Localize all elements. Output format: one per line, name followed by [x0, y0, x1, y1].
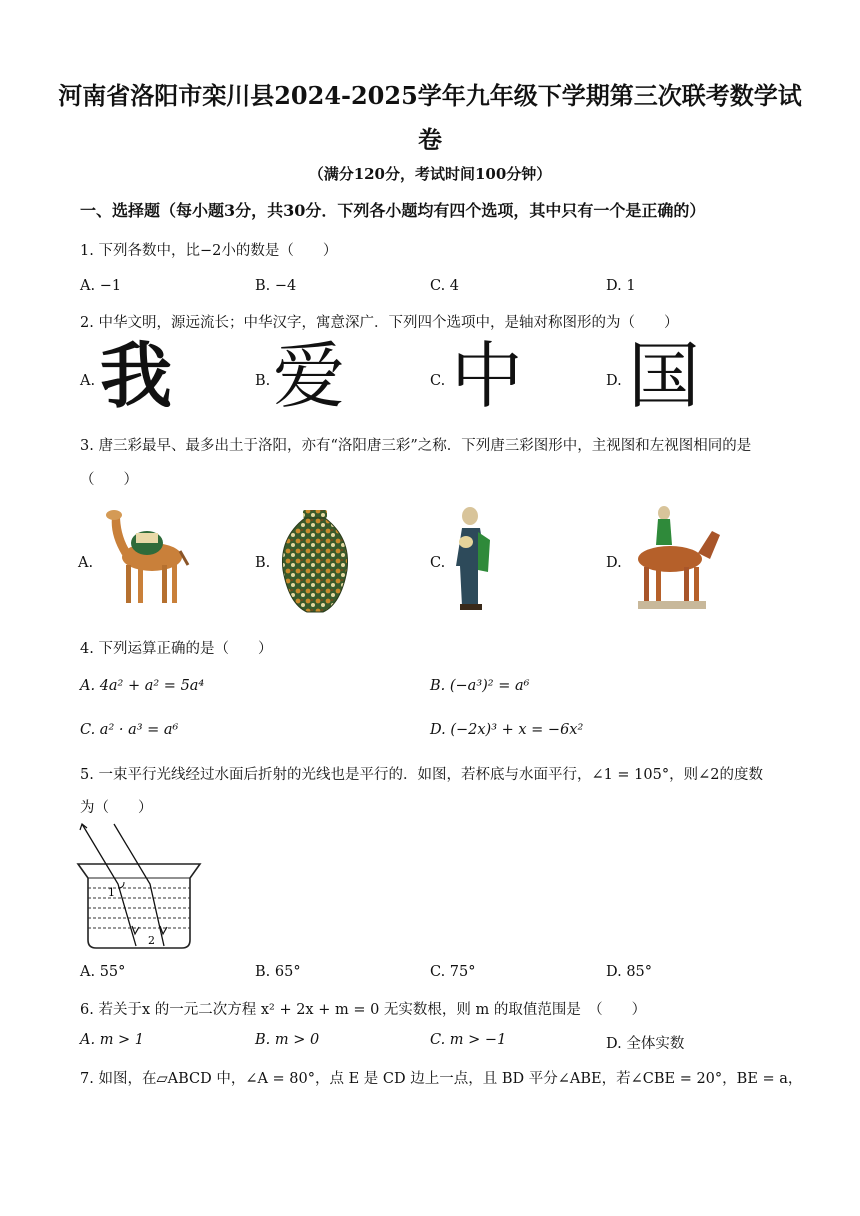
camel-figure-icon [92, 505, 202, 613]
character-ai-image: 爱 [273, 334, 346, 418]
question-2-option-d: D. [606, 373, 622, 389]
question-5-option-c: C. 75° [430, 964, 476, 980]
question-4-option-b: B. (−a³)² = a⁶ [430, 678, 530, 694]
question-2-option-a: A. [80, 373, 96, 389]
character-wo-image: 我 [100, 333, 173, 418]
question-4-option-c: C. a² · a³ = a⁶ [80, 722, 179, 738]
vase-icon [275, 508, 355, 614]
question-6-option-c: C. m > −1 [430, 1032, 507, 1048]
question-3-option-d: D. [606, 555, 622, 571]
question-2-option-b: B. [255, 373, 271, 389]
figurine-icon [448, 506, 498, 614]
refraction-diagram [74, 822, 204, 952]
question-2-stem: 2. 中华文明，源远流长；中华汉字，寓意深广．下列四个选项中，是轴对称图形的为（ ） [80, 315, 679, 331]
question-3-option-a: A. [78, 555, 94, 571]
section-heading: 一、选择题（每小题3分，共30分．下列各小题均有四个选项，其中只有一个是正确的） [80, 201, 706, 220]
question-6-stem: 6. 若关于x 的一元二次方程 x² + 2x + m = 0 无实数根，则 m 的取值范围是 （ ） [80, 1002, 647, 1018]
page-title: 河南省洛阳市栾川县2024-2025学年九年级下学期第三次联考数学试 [58, 81, 802, 110]
question-5-option-a: A. 55° [80, 964, 126, 980]
question-6-option-b: B. m > 0 [255, 1032, 320, 1048]
question-4-stem: 4. 下列运算正确的是（ ） [80, 641, 273, 657]
question-5-stem: 5. 一束平行光线经过水面后折射的光线也是平行的．如图，若杯底与水面平行，∠1 = 105°，则∠2的度数 [80, 767, 763, 783]
exam-info: （满分120分，考试时间100分钟） [308, 165, 552, 183]
question-3-stem: 3. 唐三彩最早、最多出土于洛阳，亦有“洛阳唐三彩”之称．下列唐三彩图形中，主视图和左视图相同的是 [80, 438, 752, 454]
question-6-option-d: D. 全体实数 [606, 1036, 685, 1052]
question-3-option-c: C. [430, 555, 446, 571]
question-6-option-a: A. m > 1 [80, 1032, 145, 1048]
question-3-option-b: B. [255, 555, 271, 571]
horse-rider-icon [626, 505, 722, 613]
question-1-option-b: B. −4 [255, 278, 297, 294]
angle-1-label: 1 [108, 886, 115, 899]
question-5-option-d: D. 85° [606, 964, 653, 980]
question-1-option-a: A. −1 [80, 278, 122, 294]
question-2-option-c: C. [430, 373, 446, 389]
question-4-option-d: D. (−2x)³ + x = −6x² [430, 722, 584, 738]
page-title-continued: 卷 [418, 125, 442, 154]
question-7-stem: 7. 如图，在▱ABCD 中，∠A = 80°，点 E 是 CD 边上一点，且 BD 平分∠ABE，若∠CBE = 20°，BE = a， [80, 1071, 803, 1087]
character-zhong-image: 中 [451, 334, 524, 418]
character-guo-image: 国 [628, 334, 701, 418]
angle-2-label: 2 [148, 934, 155, 947]
question-1-stem: 1. 下列各数中，比−2小的数是（ ） [80, 243, 338, 259]
question-1-option-c: C. 4 [430, 278, 460, 294]
question-5-option-b: B. 65° [255, 964, 301, 980]
question-1-option-d: D. 1 [606, 278, 636, 294]
question-5-stem-continued: 为（ ） [80, 800, 153, 816]
question-4-option-a: A. 4a² + a² = 5a⁴ [80, 678, 205, 694]
question-3-stem-continued: （ ） [80, 472, 138, 488]
